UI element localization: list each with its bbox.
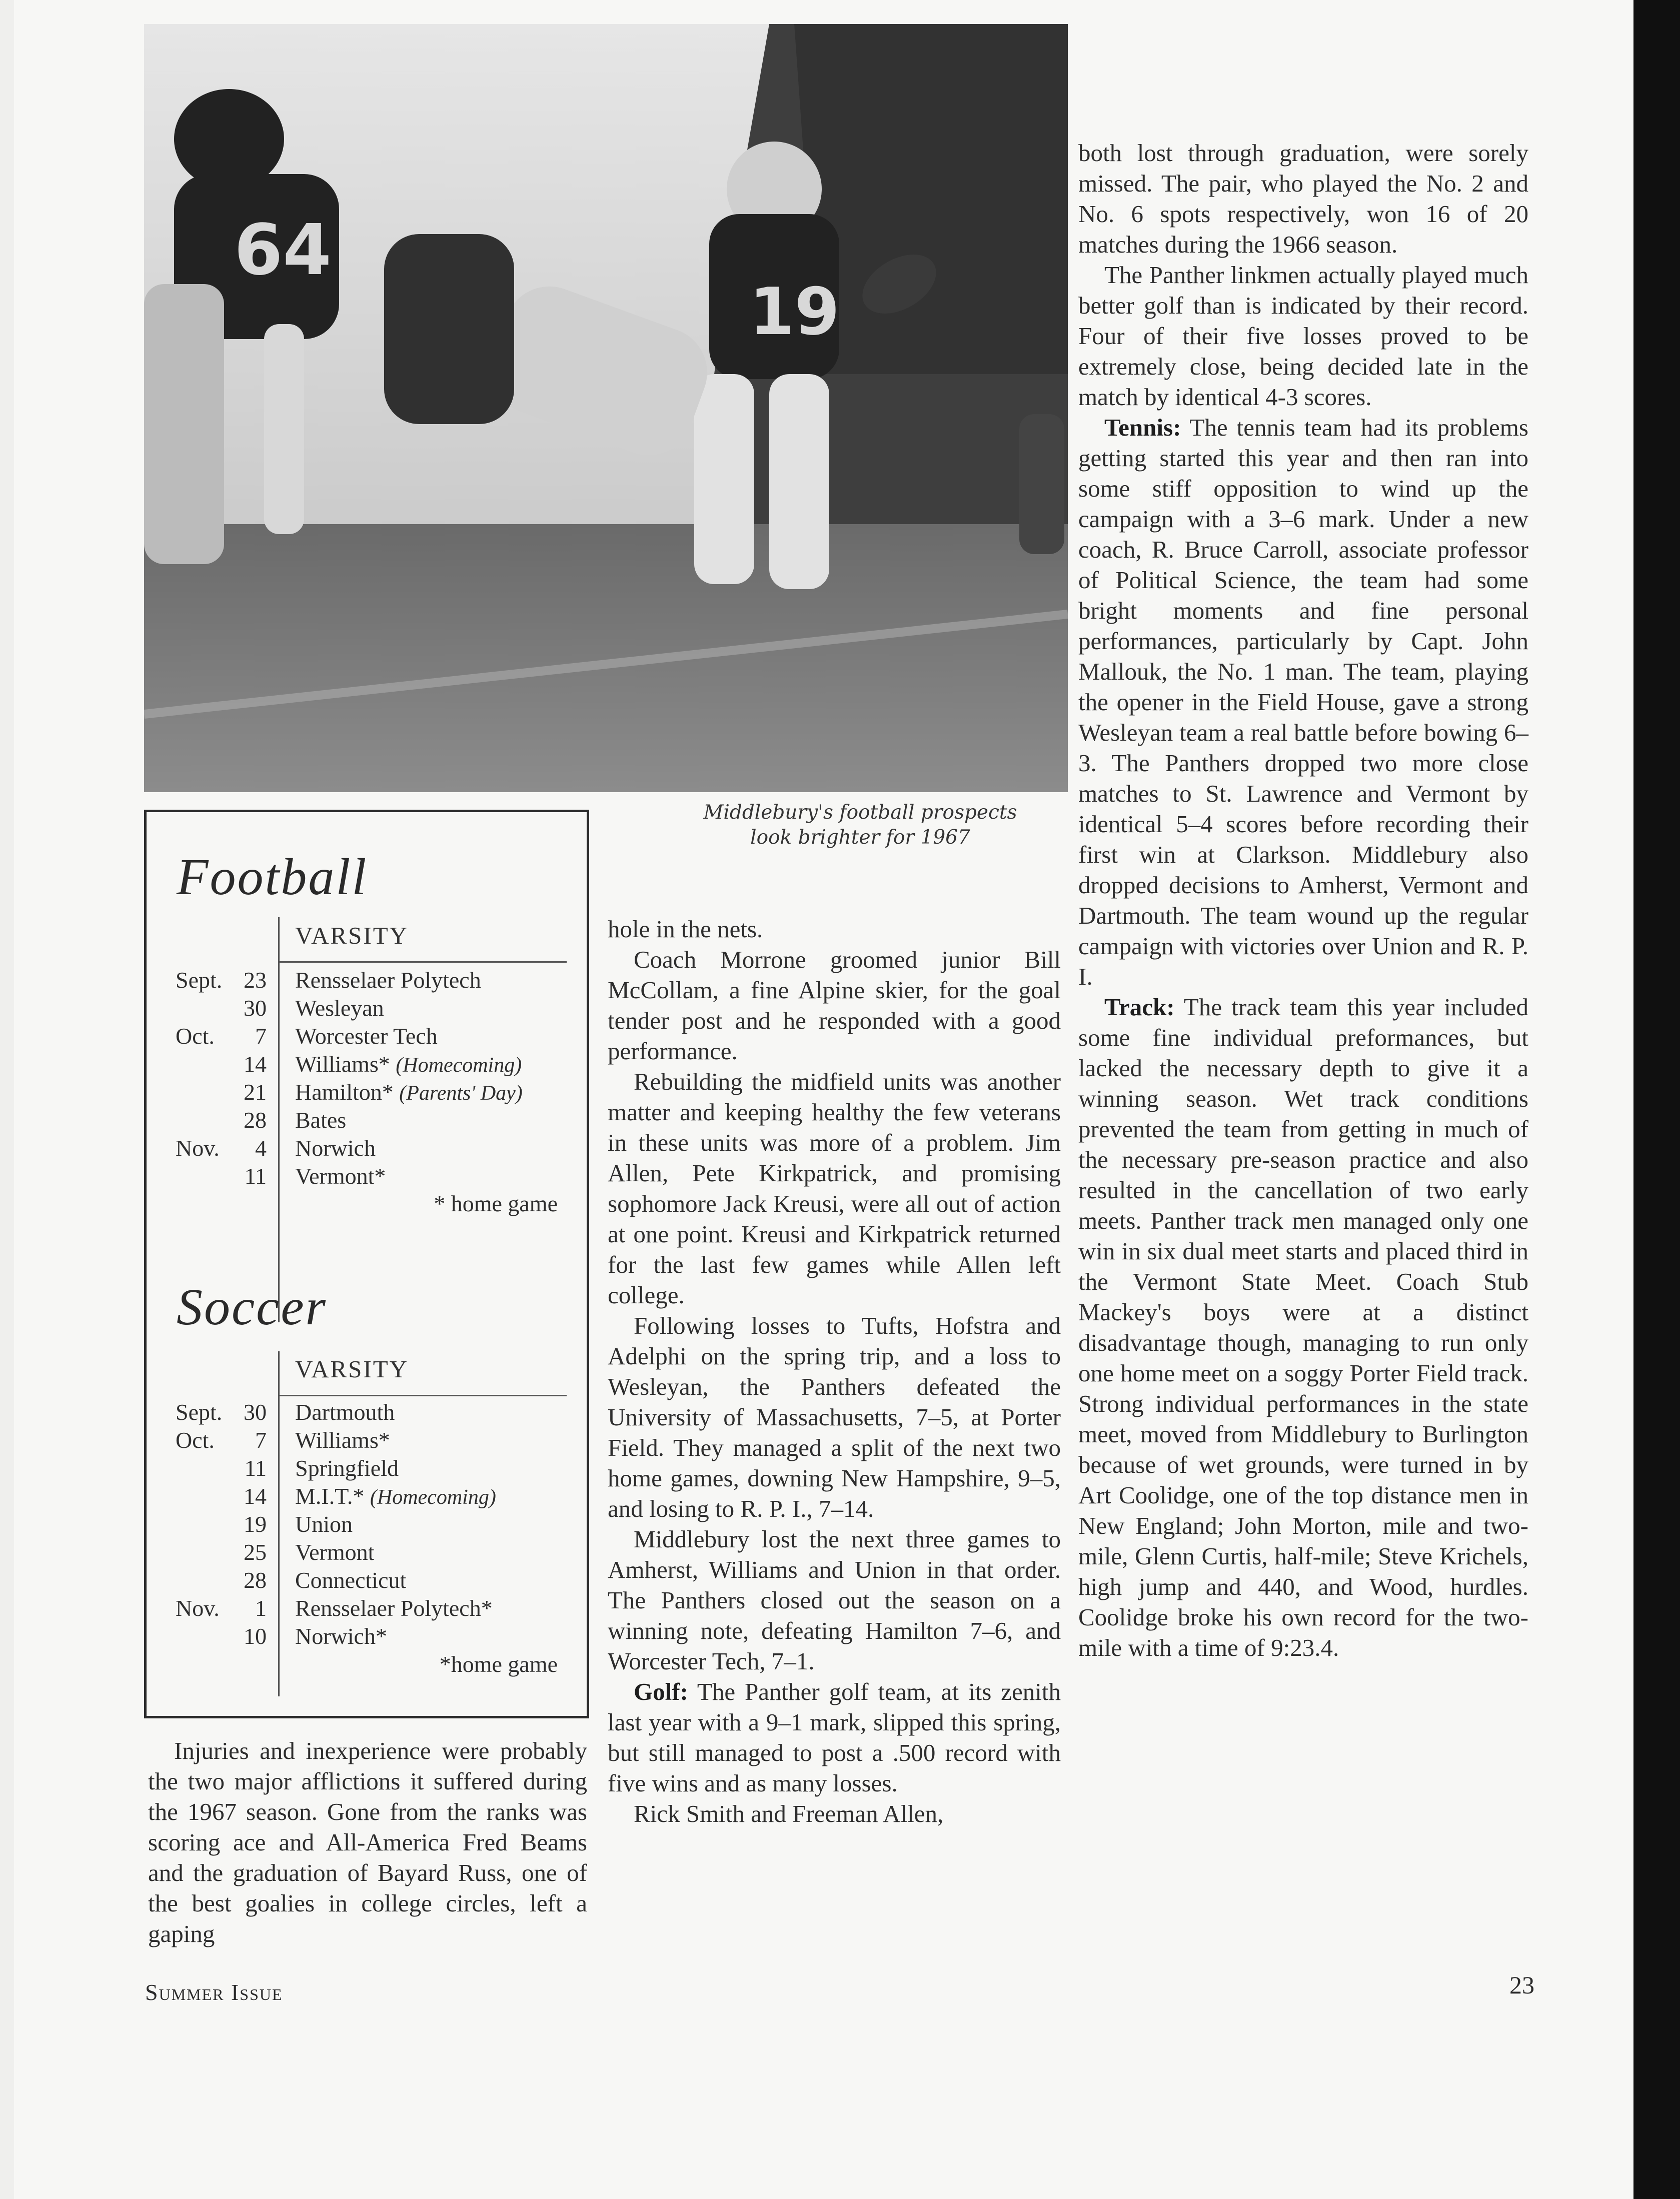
game-month: Sept. bbox=[176, 967, 223, 993]
opponent-name: Worcester Tech bbox=[295, 1023, 438, 1049]
game-month: Nov. bbox=[176, 1595, 220, 1621]
opponent-name: Dartmouth bbox=[295, 1399, 395, 1425]
golf-text: The Panther golf team, at its zenith last year with a 9–1 mark, slipped this spring, but still managed to post a .500 record with five wins and as many losses. bbox=[608, 1678, 1061, 1797]
column-2-text bbox=[608, 914, 1061, 1829]
schedule-row bbox=[147, 1106, 577, 1134]
opponent-name: Union bbox=[295, 1511, 353, 1537]
game-day: 11 bbox=[244, 1163, 267, 1189]
game-opponent bbox=[295, 1454, 399, 1482]
schedule-row bbox=[147, 1566, 577, 1594]
football-photo bbox=[144, 24, 1068, 792]
football-title: Football bbox=[177, 848, 368, 906]
game-day: 7 bbox=[255, 1427, 267, 1453]
schedule-row bbox=[147, 1022, 577, 1050]
game-day: 21 bbox=[244, 1079, 267, 1105]
football-home-note: * home game bbox=[434, 1191, 558, 1216]
opponent-name: Williams* bbox=[295, 1427, 390, 1453]
paragraph: hole in the nets. bbox=[608, 915, 763, 943]
schedule-row bbox=[147, 1078, 577, 1106]
opponent-name: Vermont* bbox=[295, 1163, 386, 1189]
game-opponent bbox=[295, 1078, 523, 1107]
paragraph: Coach Morrone groomed junior Bill McCollam, a fine Alpine skier, for the goal tender post and he responded with a good performance. bbox=[608, 946, 1061, 1065]
schedule-row bbox=[147, 1426, 577, 1454]
paragraph bbox=[608, 1676, 1061, 1798]
paragraph: Injuries and inexperience were probably the two major afflictions it suffered during the 1967 season. Gone from the ranks was scoring ace and All-America Fred Beams and the graduation of Bayard Russ, one of the best goalies in college circles, left a gaping bbox=[148, 1737, 587, 1947]
football-game-photo-icon bbox=[144, 24, 1068, 792]
opponent-name: Rensselaer Polytech bbox=[295, 967, 481, 993]
paragraph: Following losses to Tufts, Hofstra and Adelphi on the spring trip, and a loss to Wesleyan, the Panthers defeated the University of Massachusetts, 7–5, at Porter Field. They managed a split of the next two home games, downing New Hampshire, 9–5, and losing to R. P. I., 7–14. bbox=[608, 1312, 1061, 1522]
game-day: 11 bbox=[244, 1455, 267, 1481]
schedule-box bbox=[144, 810, 589, 1718]
schedule-row bbox=[147, 1050, 577, 1078]
photo-caption-line-2: look brighter for 1967 bbox=[750, 826, 970, 849]
opponent-name: Springfield bbox=[295, 1455, 399, 1481]
game-month: Sept. bbox=[176, 1399, 223, 1425]
game-opponent bbox=[295, 1426, 390, 1454]
schedule-row bbox=[147, 966, 577, 994]
paragraph: The Panther linkmen actually played much better golf than is indicated by their record. Four of their five losses proved to be extremely close, being decided late in the match by identical 4-3 scores. bbox=[1078, 261, 1528, 411]
photo-caption-line-1: Middlebury's football prospects bbox=[703, 801, 1017, 824]
scan-edge bbox=[1633, 0, 1680, 2199]
game-day: 14 bbox=[244, 1483, 267, 1509]
football-varsity-header: VARSITY bbox=[295, 922, 409, 949]
schedule-row bbox=[147, 1538, 577, 1566]
opponent-name: Williams* bbox=[295, 1051, 390, 1077]
tennis-text: The tennis team had its problems getting started this year and then ran into some stiff opposition to wind up the campaign with a 3–6 mark. Under a new coach, R. Bruce Carroll, associate professor of Political Science, the team had some bright moments and fine personal performances, particularly by Capt. John Mallouk, the No. 1 man. The team, playing the opener in the Field House, gave a strong Wesleyan team a real battle before bowing 6–3. The Panthers dropped two more close matches to St. Lawrence and Vermont by identical 5–4 scores before recording their first win at Clarkson. Middlebury also dropped decisions to Amherst, Vermont and Dartmouth. The team wound up the regular campaign with victories over Union and R. P. I. bbox=[1078, 414, 1528, 990]
game-opponent bbox=[295, 1482, 496, 1511]
paragraph bbox=[1078, 412, 1528, 992]
game-day: 10 bbox=[244, 1623, 267, 1649]
opponent-name: Connecticut bbox=[295, 1567, 407, 1593]
opponent-name: Rensselaer Polytech* bbox=[295, 1595, 493, 1621]
track-heading: Track: bbox=[1104, 993, 1175, 1021]
column-1-text bbox=[148, 1735, 587, 1949]
soccer-title: Soccer bbox=[177, 1278, 327, 1336]
opponent-name: Norwich* bbox=[295, 1623, 387, 1649]
schedule-row bbox=[147, 1510, 577, 1538]
schedule-row bbox=[147, 1482, 577, 1510]
schedule-row bbox=[147, 1162, 577, 1190]
game-opponent bbox=[295, 1566, 406, 1594]
game-month: Oct. bbox=[176, 1427, 215, 1453]
paragraph bbox=[1078, 992, 1528, 1663]
game-day: 28 bbox=[244, 1107, 267, 1133]
game-day: 23 bbox=[244, 967, 267, 993]
schedule-row bbox=[147, 1594, 577, 1622]
game-note: (Homecoming) bbox=[396, 1054, 522, 1077]
paragraph: both lost through graduation, were sorely missed. The pair, who played the No. 2 and No. 6 spots respectively, won 16 of 20 matches during the 1966 season. bbox=[1078, 139, 1528, 258]
opponent-name: Bates bbox=[295, 1107, 347, 1133]
paragraph: Rick Smith and Freeman Allen, bbox=[634, 1800, 944, 1827]
magazine-page bbox=[14, 0, 1633, 2199]
svg-text:64: 64 bbox=[234, 210, 332, 291]
game-note: (Homecoming) bbox=[370, 1486, 496, 1509]
game-day: 1 bbox=[255, 1595, 267, 1621]
game-opponent bbox=[295, 1398, 395, 1426]
schedule-row bbox=[147, 1134, 577, 1162]
tennis-heading: Tennis: bbox=[1104, 414, 1181, 441]
game-opponent bbox=[295, 966, 481, 994]
game-opponent bbox=[295, 1510, 353, 1538]
paragraph: Rebuilding the midfield units was another matter and keeping healthy the few veterans in these units was more of a problem. Jim Allen, Pete Kirkpatrick, and promising sophomore Jack Kreusi, were all out of action at one point. Kreusi and Kirkpatrick returned for the last few games while Allen left college. bbox=[608, 1068, 1061, 1309]
football-header-rule bbox=[279, 961, 567, 963]
page-number: 23 bbox=[1509, 1971, 1534, 1999]
opponent-name: Hamilton* bbox=[295, 1079, 394, 1105]
schedule-row bbox=[147, 1454, 577, 1482]
soccer-header-rule bbox=[279, 1395, 567, 1396]
game-day: 19 bbox=[244, 1511, 267, 1537]
svg-text:19: 19 bbox=[749, 274, 840, 350]
schedule-row bbox=[147, 994, 577, 1022]
column-3-text bbox=[1078, 138, 1528, 1663]
game-opponent bbox=[295, 1022, 438, 1050]
schedule-row bbox=[147, 1622, 577, 1650]
golf-heading: Golf: bbox=[634, 1678, 688, 1705]
paragraph: Middlebury lost the next three games to Amherst, Williams and Union in that order. The Panthers closed out the season on a winning note, defeating Hamilton 7–6, and Worcester Tech, 7–1. bbox=[608, 1525, 1061, 1675]
soccer-home-note: *home game bbox=[439, 1651, 558, 1677]
footer-issue: Summer Issue bbox=[145, 1979, 283, 2005]
game-day: 30 bbox=[244, 995, 267, 1021]
game-day: 7 bbox=[255, 1023, 267, 1049]
game-day: 28 bbox=[244, 1567, 267, 1593]
opponent-name: Wesleyan bbox=[295, 995, 384, 1021]
game-opponent bbox=[295, 1134, 376, 1162]
game-opponent bbox=[295, 1622, 387, 1650]
game-month: Nov. bbox=[176, 1135, 220, 1161]
game-day: 4 bbox=[255, 1135, 267, 1161]
game-day: 30 bbox=[244, 1399, 267, 1425]
game-month: Oct. bbox=[176, 1023, 215, 1049]
opponent-name: M.I.T.* bbox=[295, 1483, 365, 1509]
game-opponent bbox=[295, 1050, 522, 1079]
game-opponent bbox=[295, 1162, 386, 1190]
soccer-varsity-header: VARSITY bbox=[295, 1355, 409, 1383]
game-opponent bbox=[295, 1106, 346, 1134]
game-note: (Parents' Day) bbox=[399, 1082, 523, 1105]
game-day: 14 bbox=[244, 1051, 267, 1077]
game-day: 25 bbox=[244, 1539, 267, 1565]
schedule-row bbox=[147, 1398, 577, 1426]
game-opponent bbox=[295, 1594, 493, 1622]
opponent-name: Vermont bbox=[295, 1539, 375, 1565]
track-text: The track team this year included some fine individual preformances, but lacked the necessary depth to give it a winning season. Wet track conditions prevented the team from getting in much of the necessary pre-season practice and also resulted in the cancellation of two early meets. Panther track men managed only one win in six dual meet starts and placed third in the Vermont State Meet. Coach Stub Mackey's boys were at a distinct disadvantage though, managing to run only one home meet on a soggy Porter Field track. Strong individual performances in the state meet, moved from Middlebury to Burlington because of wet grounds, were turned in by Art Coolidge, one of the top distance men in New England; John Morton, mile and two-mile, Glenn Curtis, half-mile; Steve Krichels, high jump and 440, and Wood, hurdles. Coolidge broke his own record for the two-mile with a time of 9:23.4. bbox=[1078, 993, 1528, 1661]
opponent-name: Norwich bbox=[295, 1135, 376, 1161]
game-opponent bbox=[295, 1538, 374, 1566]
game-opponent bbox=[295, 994, 384, 1022]
